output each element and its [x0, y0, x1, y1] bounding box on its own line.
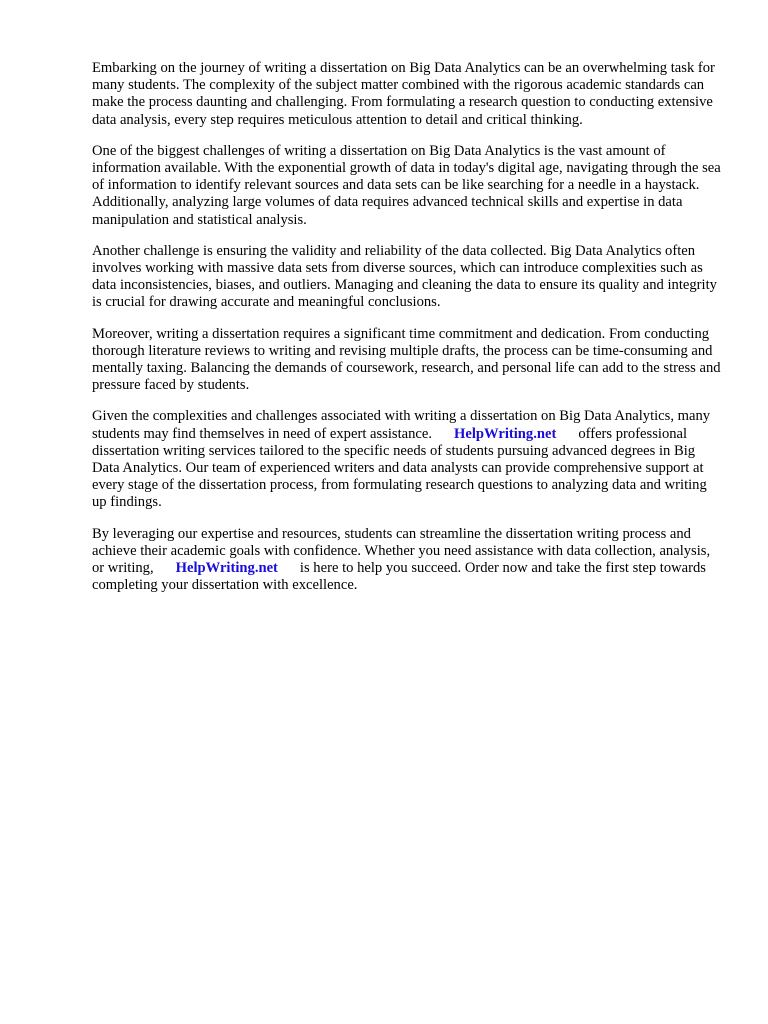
paragraph-expert-assistance — [92, 408, 722, 511]
paragraph-text: Moreover, writing a dissertation requires a significant time commitment and dedication. From conducting thorough literature reviews to writing and revising multiple drafts, the process can be time-consuming and mentally taxing. Balancing the demands of coursework, research, and personal life can add to the stress and pressure faced by students. — [92, 325, 721, 394]
paragraph-text-before-link: Given the complexities and challenges associated with writing a dissertation on Big Data Analytics, many students may find themselves in need of expert assistance. — [92, 408, 711, 442]
helpwriting-link[interactable]: HelpWriting.net — [175, 560, 278, 577]
document-body — [92, 60, 722, 608]
paragraph-validity-challenge — [92, 243, 722, 312]
paragraph-text: Another challenge is ensuring the validity and reliability of the data collected. Big Data Analytics often involves working with massive data sets from diverse sources, which can introduce complexities such as data inconsistencies, biases, and outliers. Managing and cleaning the data to ensure its quality and integrity is crucial for drawing accurate and meaningful conclusions. — [92, 242, 717, 311]
paragraph-time-commitment — [92, 326, 722, 395]
paragraph-intro — [92, 60, 722, 129]
paragraph-information-challenge — [92, 143, 722, 229]
paragraph-text-before-link: By leveraging our expertise and resources, students can streamline the dissertation writing process and achieve their academic goals with confidence. Whether you need assistance with data collection, analysis, or writing, — [92, 525, 711, 577]
paragraph-text: One of the biggest challenges of writing a dissertation on Big Data Analytics is the vast amount of information available. With the exponential growth of data in today's digital age, navigating through the sea of information to identify relevant sources and data sets can be like searching for a needle in a haystack. Additionally, analyzing large volumes of data requires advanced technical skills and expertise in data manipulation and statistical analysis. — [92, 142, 721, 228]
paragraph-closing — [92, 526, 722, 595]
paragraph-text-after-link: offers professional dissertation writing services tailored to the specific needs of students pursuing advanced degrees in Big Data Analytics. Our team of experienced writers and data analysts can provide comprehensive support at every stage of the dissertation process, from formulating research questions to analyzing data and writing up findings. — [92, 425, 707, 511]
paragraph-text-after-link: is here to help you succeed. Order now and take the first step towards completing your dissertation with excellence. — [92, 560, 706, 594]
helpwriting-link[interactable]: HelpWriting.net — [454, 425, 557, 442]
paragraph-text: Embarking on the journey of writing a dissertation on Big Data Analytics can be an overwhelming task for many students. The complexity of the subject matter combined with the rigorous academic standards can make the process daunting and challenging. From formulating a research question to conducting extensive data analysis, every step requires meticulous attention to detail and critical thinking. — [92, 60, 715, 128]
